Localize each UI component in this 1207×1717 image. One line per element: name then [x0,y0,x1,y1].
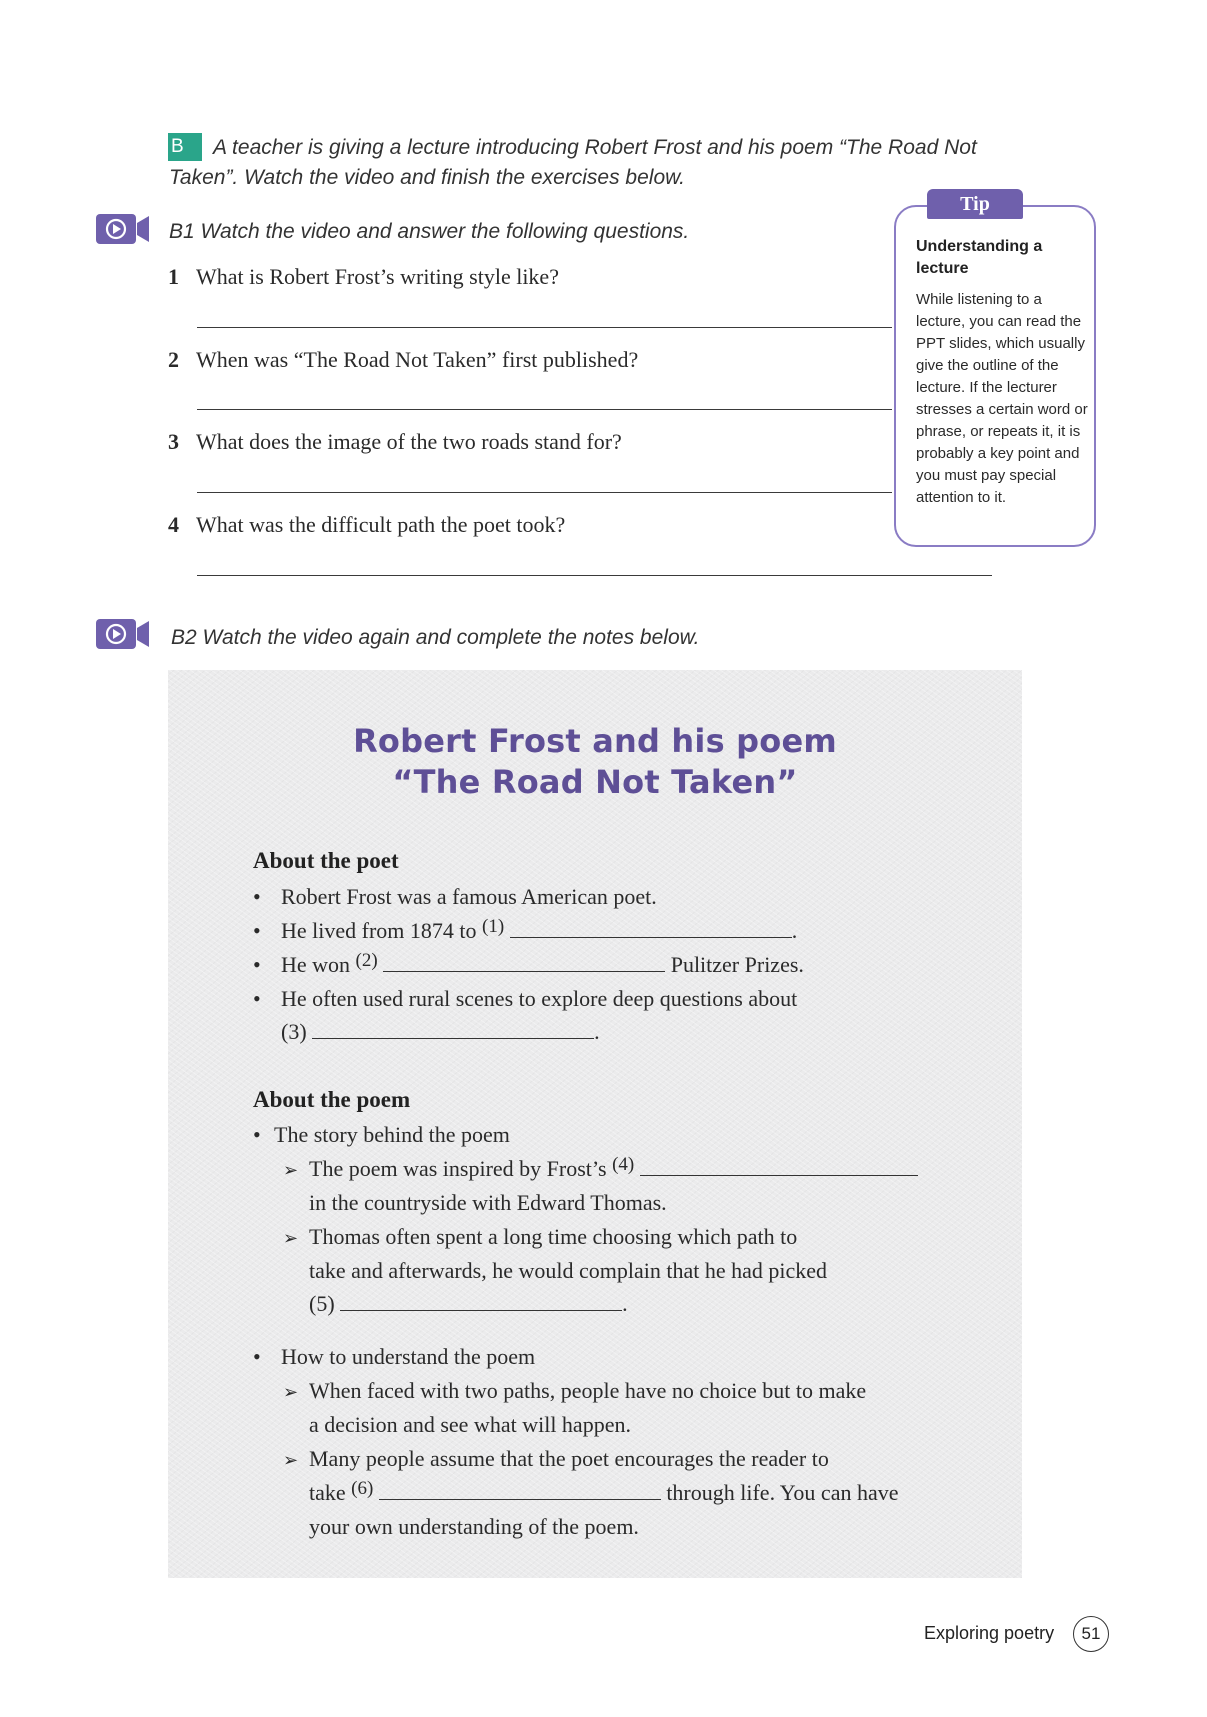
bullet: • [253,986,261,1011]
poet-note-1 [253,883,657,911]
story-note-2-blank [309,1290,628,1318]
blank-number: (4) [612,1154,635,1175]
answer-line-2[interactable] [197,409,892,410]
understand-note-1 [283,1377,866,1406]
question-number: 4 [168,512,179,537]
blank-2-field[interactable] [383,951,665,972]
tip-tab: Tip [927,189,1023,219]
blank-number: (6) [351,1478,374,1499]
answer-line-1[interactable] [197,327,892,328]
note-text: When faced with two paths, people have no choice but to make [309,1378,867,1403]
story-note-1-cont: in the countryside with Edward Thomas. [309,1190,667,1215]
poet-note-3 [253,951,804,979]
note-text: How to understand the poem [281,1344,536,1369]
note-text: . [594,1019,600,1044]
note-text: He often used rural scenes to explore deep questions about [281,986,798,1011]
story-note-2-cont: take and afterwards, he would complain that he had picked [309,1258,828,1283]
note-text: The story behind the poem [274,1122,510,1147]
question-3 [168,429,622,455]
poet-heading: About the poet [253,848,399,873]
note-text: take [309,1480,346,1505]
blank-4-field[interactable] [640,1155,918,1176]
answer-line-3[interactable] [197,492,892,493]
story-note-2 [283,1223,797,1252]
notes-title-line-1: Robert Frost and his poem [353,722,837,760]
question-number: 2 [168,347,179,372]
poet-note-4 [253,985,797,1013]
blank-number: (3) [281,1019,307,1044]
bullet: • [253,1344,261,1369]
understand-note-1-cont: a decision and see what will happen. [309,1412,631,1437]
bullet: • [253,884,261,909]
blank-3-field[interactable] [312,1018,594,1039]
question-number: 3 [168,429,179,454]
blank-number: (5) [309,1291,335,1316]
note-text: He lived from 1874 to [281,918,477,943]
note-text: Robert Frost was a famous American poet. [281,884,657,909]
understand-note-2 [283,1445,829,1474]
question-text: When was “The Road Not Taken” first published? [196,347,639,372]
note-text: Thomas often spent a long time choosing which path to [309,1224,798,1249]
blank-6-field[interactable] [379,1479,661,1500]
video-camera-icon[interactable] [95,617,151,651]
arrow-bullet-icon: ➢ [283,1160,299,1180]
poet-note-2 [253,917,797,945]
arrow-bullet-icon: ➢ [283,1382,299,1402]
section-b-intro [169,133,999,193]
note-text: The poem was inspired by Frost’s [309,1156,607,1181]
note-text: He won [281,952,351,977]
question-text: What was the difficult path the poet took? [196,512,566,537]
question-number: 1 [168,264,179,289]
bullet: • [253,952,261,977]
note-text: through life. You can have [666,1480,899,1505]
intro-line-2: Taken”. Watch the video and finish the exercises below. [169,166,685,189]
footer-section-title: Exploring poetry [924,1623,1055,1643]
note-text: Many people assume that the poet encourages the reader to [309,1446,829,1471]
question-4 [168,512,565,538]
b2-heading: B2 Watch the video again and complete the notes below. [171,626,700,649]
question-text: What is Robert Frost’s writing style like? [196,264,559,289]
note-text: Pulitzer Prizes. [670,952,804,977]
answer-line-4[interactable] [197,575,992,576]
understand-note-2-blank [309,1479,899,1507]
note-text: . [622,1291,628,1316]
arrow-bullet-icon: ➢ [283,1228,299,1248]
tip-title: Understanding a lecture [916,238,1043,277]
story-heading [253,1121,510,1149]
question-2 [168,347,638,373]
blank-number: (1) [482,916,505,937]
section-b-badge: B [168,133,202,161]
poet-note-4-cont [281,1018,600,1046]
bullet: • [253,918,261,943]
blank-5-field[interactable] [340,1290,622,1311]
page-number: 51 [1073,1616,1109,1652]
notes-title-line-2: “The Road Not Taken” [392,763,798,801]
bullet: • [253,1122,261,1147]
note-text: . [791,918,798,943]
blank-1-field[interactable] [510,917,792,938]
blank-number: (2) [355,950,378,971]
arrow-bullet-icon: ➢ [283,1450,299,1470]
understand-note-2-end: your own understanding of the poem. [309,1514,639,1539]
intro-line-1: A teacher is giving a lecture introducing Robert Frost and his poem “The Road Not [213,136,977,159]
understand-heading [253,1343,535,1371]
story-note-1 [283,1155,918,1184]
tip-body: While listening to a lecture, you can read the PPT slides, which usually give the outline of the lecture. If the lecturer stresses a certain word or phrase, or repeats it, it is probably a key point and you must pay special attention to it. [916,291,1088,506]
b1-heading: B1 Watch the video and answer the following questions. [169,220,690,243]
poem-heading: About the poem [253,1087,411,1112]
question-text: What does the image of the two roads stand for? [196,429,622,454]
video-camera-icon[interactable] [95,212,151,246]
question-1 [168,264,559,290]
